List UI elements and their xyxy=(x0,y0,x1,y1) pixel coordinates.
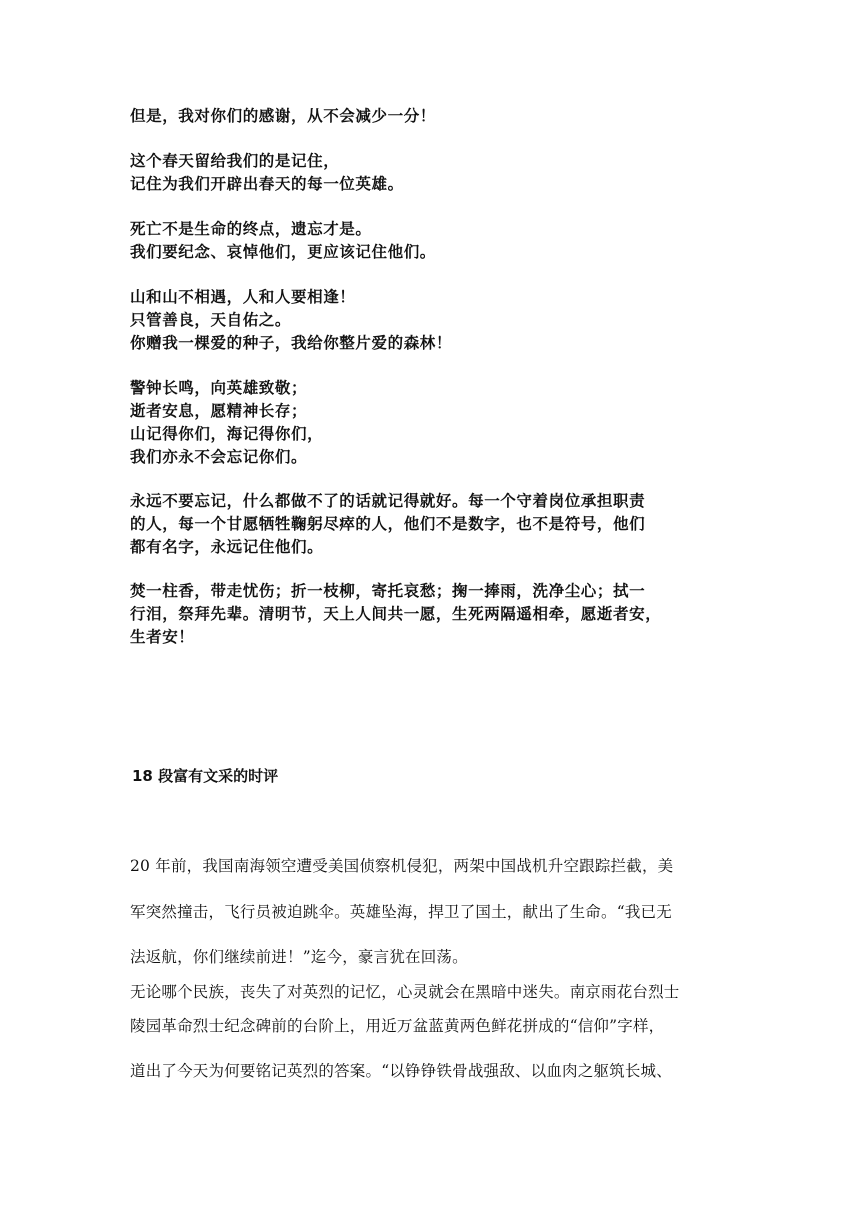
text-line: 山记得你们，海记得你们， xyxy=(130,425,324,443)
text-line: 生者安！ xyxy=(130,628,195,646)
text-line: 行泪，祭拜先辈。清明节，天上人间共一愿，生死两隔遥相牵，愿逝者安， xyxy=(130,605,662,623)
text-line: 我们亦永不会忘记你们。 xyxy=(130,448,308,466)
text-line: 我们要纪念、哀悼他们，更应该记住他们。 xyxy=(130,243,436,261)
text-line: 永远不要忘记，什么都做不了的话就记得就好。每一个守着岗位承担职责 xyxy=(130,492,646,510)
text-line: 山和山不相遇，人和人要相逢！ xyxy=(130,288,356,306)
body-line: 陵园革命烈士纪念碑前的台阶上，用近万盆蓝黄两色鲜花拼成的“信仰”字样， xyxy=(130,1017,665,1035)
section-heading: 18 段富有文采的时评 xyxy=(132,767,279,785)
text-line: 记住为我们开辟出春天的每一位英雄。 xyxy=(130,175,404,193)
paragraph-remember-spring xyxy=(130,150,735,196)
text-line: 但是，我对你们的感谢，从不会减少一分！ xyxy=(130,107,436,125)
paragraph-mountains-meet xyxy=(130,286,735,355)
body-line: 20 年前，我国南海领空遭受美国侦察机侵犯，两架中国战机升空跟踪拦截，美 xyxy=(130,857,674,875)
text-line: 警钟长鸣，向英雄致敬； xyxy=(130,379,308,397)
text-line: 只管善良，天自佑之。 xyxy=(130,311,292,329)
paragraph-thanks xyxy=(130,105,735,128)
text-line: 焚一柱香，带走忧伤；折一枝柳，寄托哀愁；掬一捧雨，洗净尘心；拭一 xyxy=(130,582,646,600)
paragraph-never-forget xyxy=(130,490,735,559)
body-line: 军突然撞击，飞行员被迫跳伞。英雄坠海，捍卫了国土，献出了生命。“我已无 xyxy=(130,903,672,921)
text-line: 你赠我一棵爱的种子，我给你整片爱的森林！ xyxy=(130,334,453,352)
paragraph-salute-heroes xyxy=(130,377,735,469)
paragraph-qingming xyxy=(130,580,735,649)
paragraph-death-not-end xyxy=(130,218,735,264)
body-line: 道出了今天为何要铭记英烈的答案。“以铮铮铁骨战强敌、以血肉之躯筑长城、 xyxy=(130,1062,672,1080)
text-line: 逝者安息，愿精神长存； xyxy=(130,402,308,420)
text-line: 这个春天留给我们的是记住， xyxy=(130,152,340,170)
body-line: 无论哪个民族，丧失了对英烈的记忆，心灵就会在黑暗中迷失。南京雨花台烈士 xyxy=(130,983,680,1001)
text-line: 的人，每一个甘愿牺牲鞠躬尽瘁的人，他们不是数字，也不是符号，他们 xyxy=(130,515,646,533)
text-line: 死亡不是生命的终点，遗忘才是。 xyxy=(130,220,372,238)
body-line: 法返航，你们继续前进！”迄今，豪言犹在回荡。 xyxy=(130,948,468,966)
text-line: 都有名字，永远记住他们。 xyxy=(130,538,324,556)
